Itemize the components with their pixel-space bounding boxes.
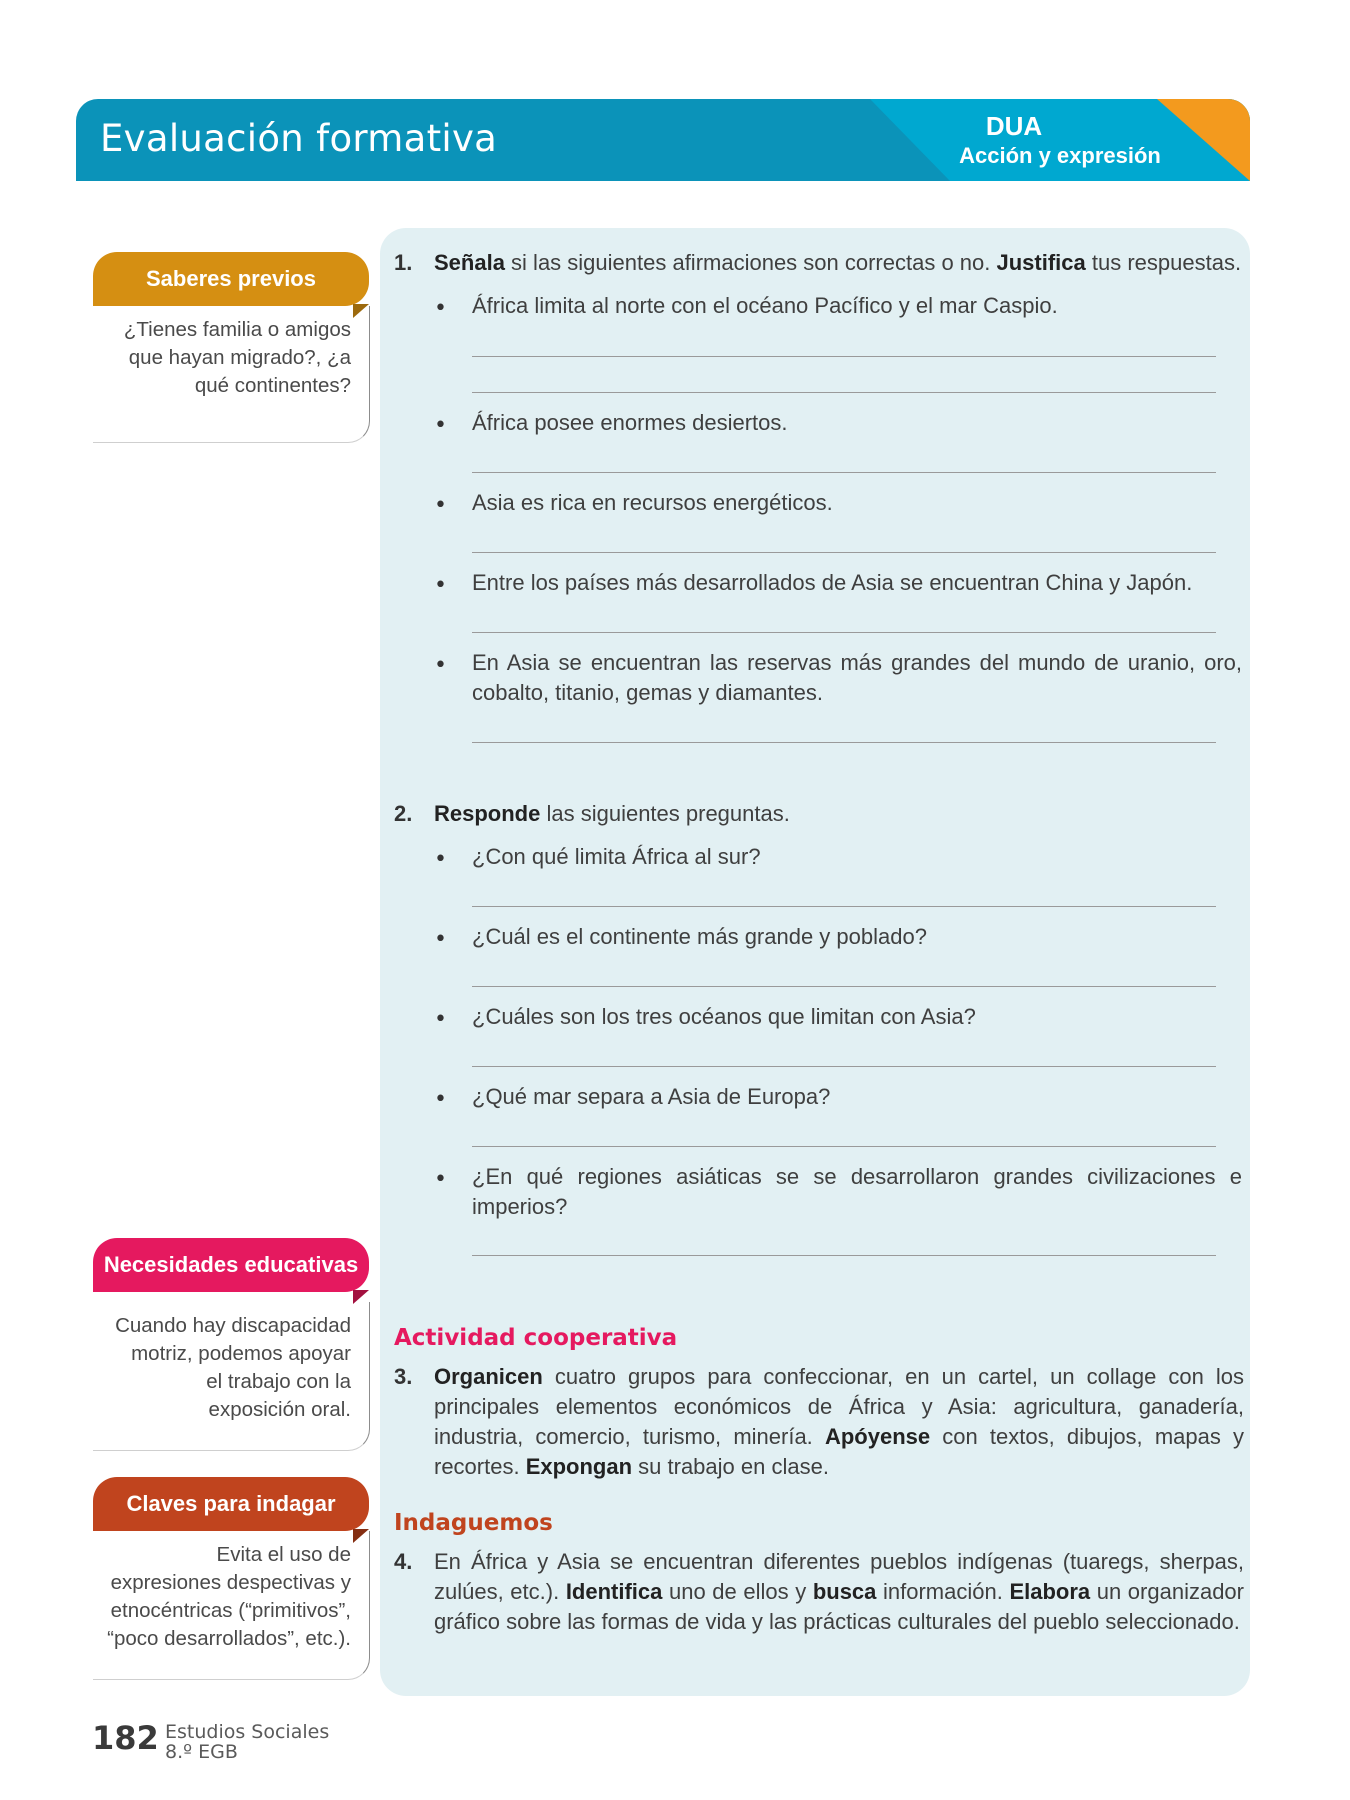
q2-item: ¿Cuál es el continente más grande y poblado?: [472, 924, 927, 949]
answer-line[interactable]: [472, 552, 1216, 553]
q2-item: ¿Cuáles son los tres océanos que limitan con Asia?: [472, 1004, 976, 1029]
q2-item: ¿Con qué limita África al sur?: [472, 844, 761, 869]
q2-item: ¿En qué regiones asiáticas se se desarrollaron grandes civilizaciones e imperios?: [472, 1164, 1242, 1219]
note-claves-para-indagar: [93, 1477, 369, 1680]
answer-line[interactable]: [472, 1255, 1216, 1256]
question-4-text: En África y Asia se encuentran diferentes pueblos indígenas (tuaregs, sherpas, zulúes, etc.). Identifica uno de ellos y busca información. Elabora un organizador gráfico sobre las formas de vida y las prácticas culturales del pueblo seleccionado.: [434, 1549, 1244, 1634]
note-saberes-title: Saberes previos: [93, 252, 369, 306]
note-necesidades-educativas: [93, 1238, 369, 1451]
section-title-cooperativa: Actividad cooperativa: [394, 1325, 678, 1351]
answer-line[interactable]: [472, 356, 1216, 357]
q1-item: África posee enormes desiertos.: [472, 410, 788, 435]
q1-item: África limita al norte con el océano Pacífico y el mar Caspio.: [472, 293, 1058, 318]
answer-line[interactable]: [472, 472, 1216, 473]
answer-line[interactable]: [472, 1066, 1216, 1067]
footer-subject: Estudios Sociales 8.º EGB: [165, 1721, 330, 1763]
page-title: Evaluación formativa: [100, 117, 498, 160]
note-saberes-previos: [93, 252, 369, 443]
note-necesidades-title: Necesidades educativas: [93, 1238, 369, 1292]
section-title-indaguemos: Indaguemos: [394, 1510, 553, 1536]
question-3-text: Organicen cuatro grupos para confeccionar, en un cartel, un collage con los principales elementos económicos de África y Asia: agricultura, ganadería, industria, comercio, turismo, minería. Apóyense con textos, dibujos, mapas y recortes. Expongan su trabajo en clase.: [434, 1364, 1245, 1479]
dua-subtitle: Acción y expresión: [959, 143, 1161, 168]
note-saberes-body: ¿Tienes familia o amigos que hayan migrado?, ¿a qué continentes?: [93, 306, 370, 443]
note-necesidades-body: Cuando hay discapacidad motriz, podemos apoyar el trabajo con la exposición oral.: [93, 1302, 370, 1451]
answer-line[interactable]: [472, 392, 1216, 393]
answer-line[interactable]: [472, 986, 1216, 987]
page-number: 182: [92, 1719, 159, 1757]
answer-line[interactable]: [472, 742, 1216, 743]
q1-item: Entre los países más desarrollados de Asia se encuentran China y Japón.: [472, 570, 1193, 595]
note-claves-title: Claves para indagar: [93, 1477, 369, 1531]
activity-panel: 1. Señala si las siguientes afirmaciones son correctas o no. Justifica tus respuestas. • África limita al norte con el océano Pacífico y el mar Caspio. • África posee enormes desiertos. • Asia es rica en recursos energéticos. • Entre los países más desarrollados de Asia se encuentran China y Japón. • En Asia se encuentran las reservas más grandes del mundo de uranio, oro, cobalto, titanio, gemas y diamantes. 2. Responde las siguientes preguntas. • ¿Con qué limita África al sur? • ¿Cuál es el continente más grande y poblado? • ¿Cuáles son los tres océanos que limitan con Asia? • ¿Qué mar separa a Asia de Europa? • ¿En qué regiones asiáticas se se desarrollaron grandes civilizaciones e imperios? Actividad cooperativa 3. Organicen cuatro grupos para confeccionar, en un cartel, un collage con los principales elementos económicos de África y Asia: agricultura, ganadería, industria, comercio, turismo, minería. Apóyense con textos, dibujos, mapas y recortes. Expongan su trabajo en clase. Indaguemos 4. En África y Asia se encuentran diferentes pueblos indígenas (tuaregs, sherpas, zulúes, etc.). Identifica uno de ellos y busca información. Elabora un organizador gráfico sobre las formas de vida y las prácticas culturales del pueblo seleccionado.: [380, 228, 1250, 1696]
answer-line[interactable]: [472, 1146, 1216, 1147]
answer-line[interactable]: [472, 906, 1216, 907]
q2-item: ¿Qué mar separa a Asia de Europa?: [472, 1084, 831, 1109]
q1-item: En Asia se encuentran las reservas más grandes del mundo de uranio, oro, cobalto, titanio, gemas y diamantes.: [472, 650, 1242, 705]
answer-line[interactable]: [472, 632, 1216, 633]
header-banner: [76, 99, 1250, 181]
dua-title: DUA: [985, 111, 1043, 141]
q1-item: Asia es rica en recursos energéticos.: [472, 490, 833, 515]
note-claves-body: Evita el uso de expresiones despectivas y etnocéntricas (“primitivos”, “poco desarrollados”, etc.).: [93, 1531, 370, 1680]
